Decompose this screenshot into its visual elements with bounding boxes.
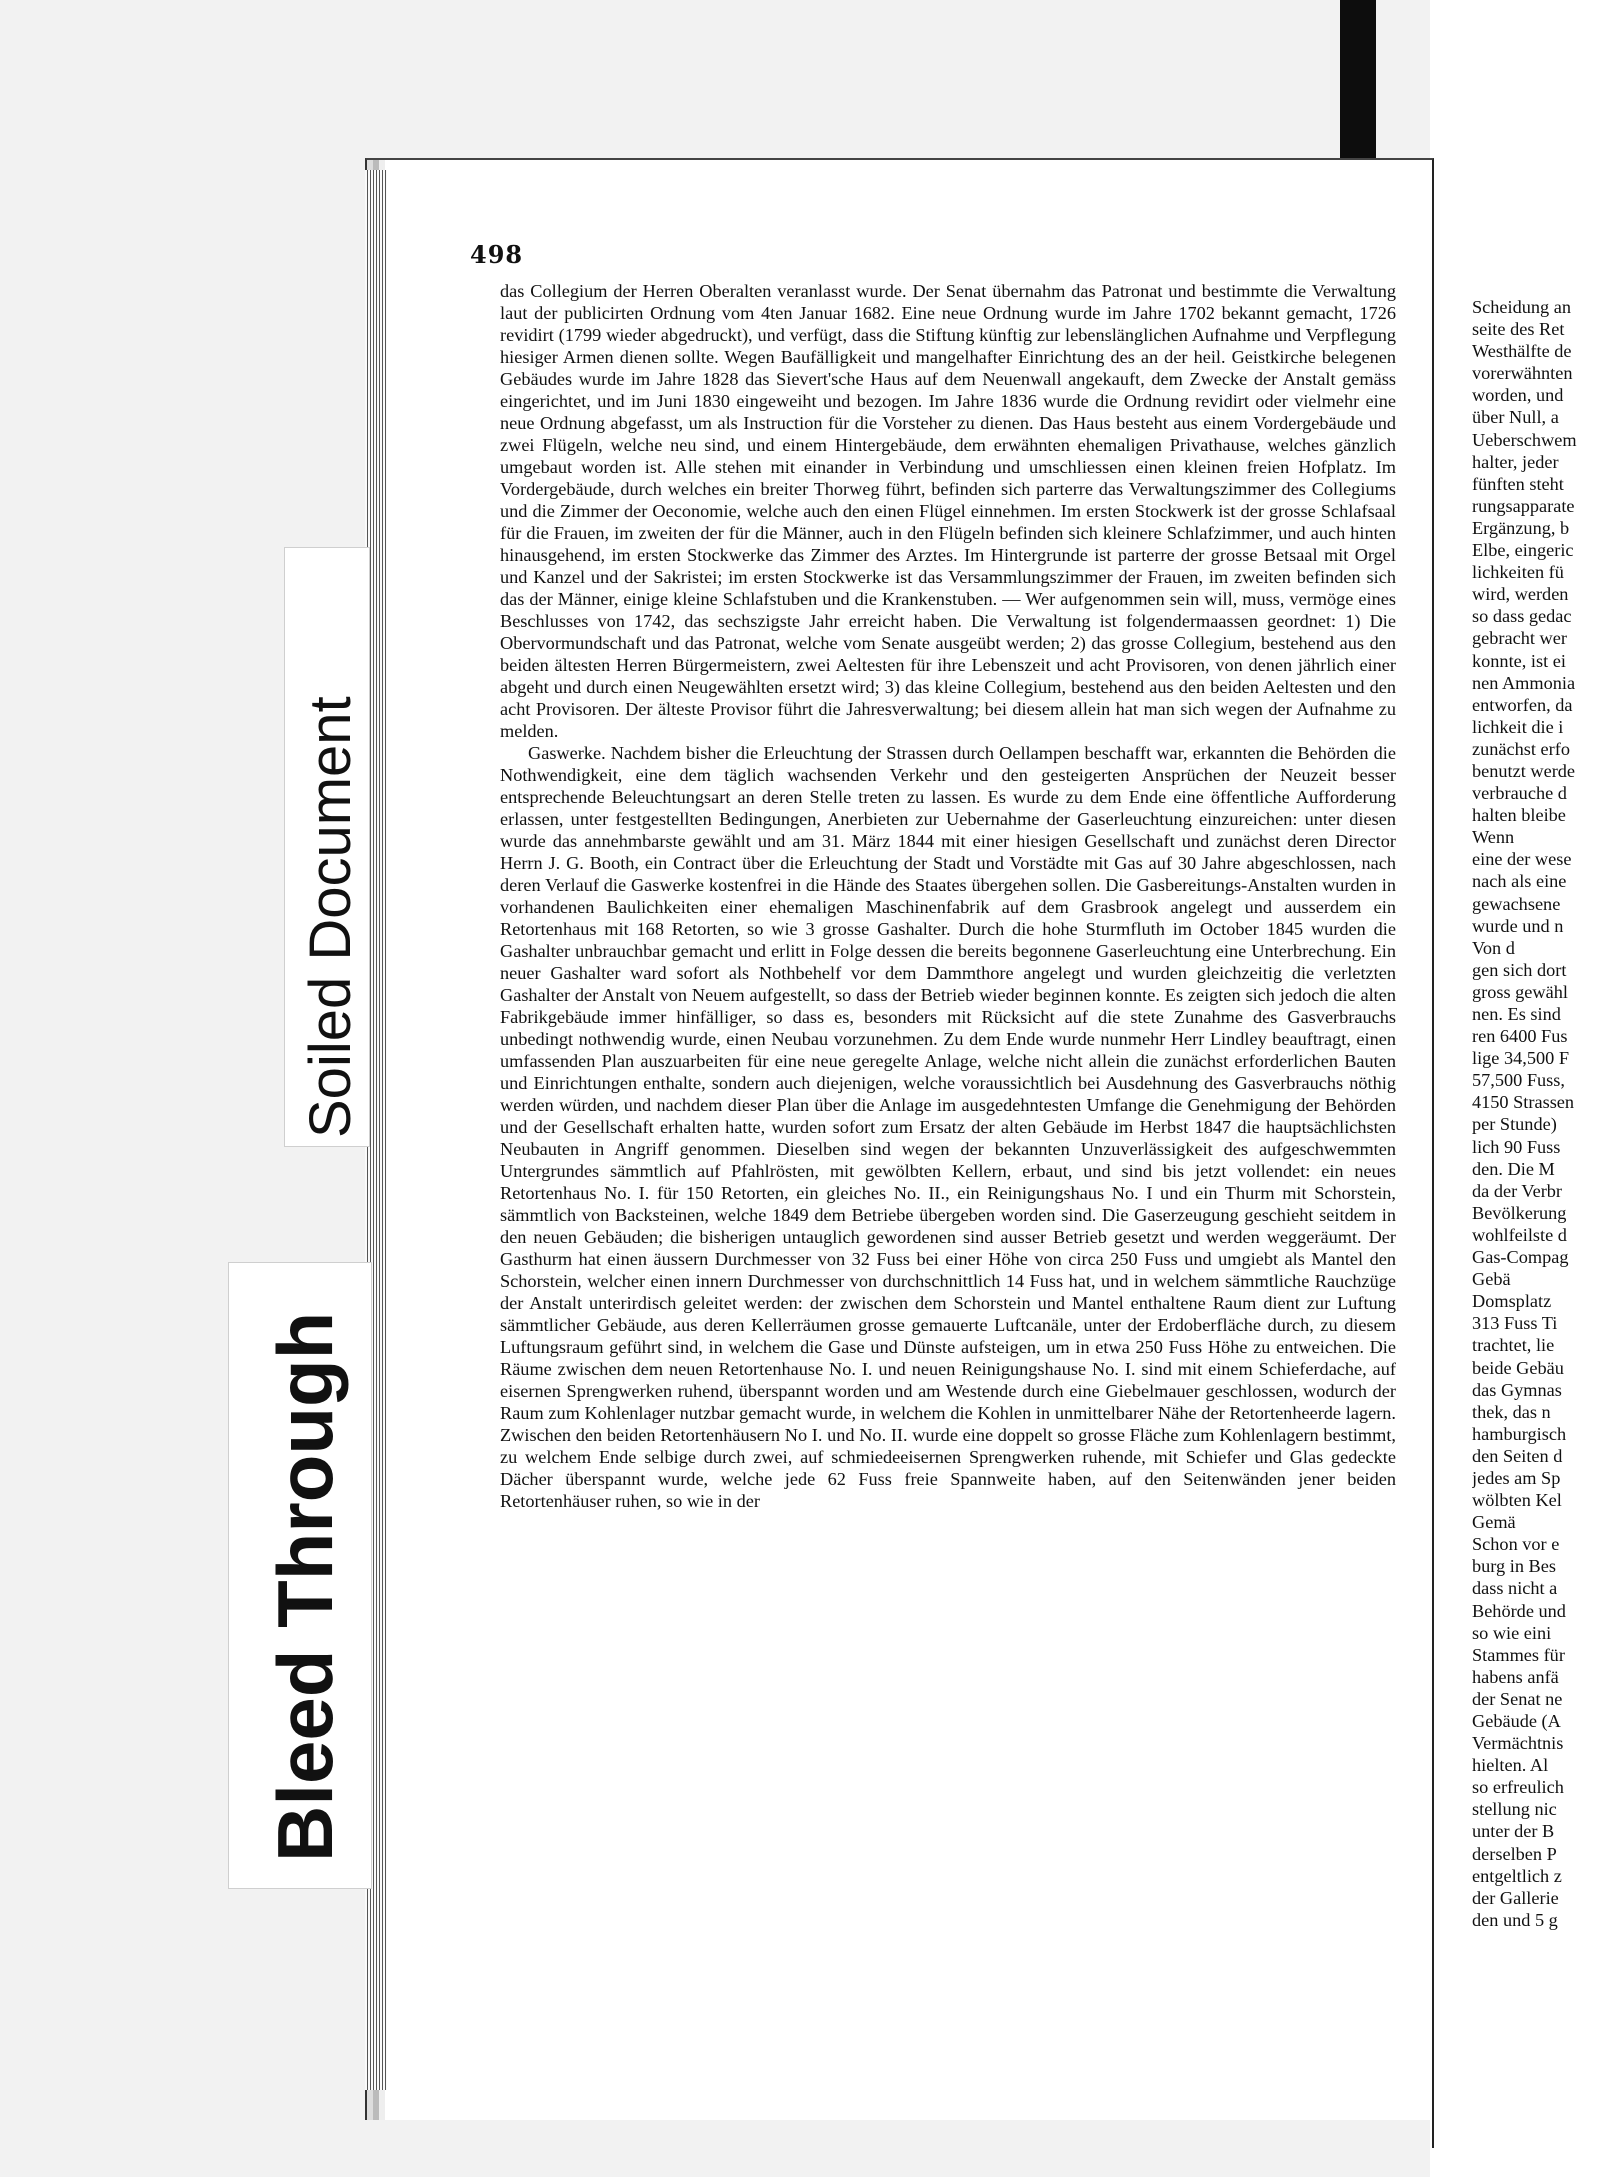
- right-page-line: fünften steht: [1472, 473, 1564, 494]
- right-page-line: gewachsene: [1472, 893, 1561, 914]
- right-page-line: nen Ammonia: [1472, 672, 1576, 693]
- right-page-line: habens anfä: [1472, 1666, 1559, 1687]
- right-page-line: der Gallerie: [1472, 1887, 1559, 1908]
- right-page-line: halter, jeder: [1472, 451, 1559, 472]
- right-page-line: derselben P: [1472, 1843, 1557, 1864]
- right-page-line: burg in Bes: [1472, 1556, 1556, 1577]
- soiled-document-label: Soiled Document: [298, 696, 363, 1138]
- paragraph-gaswerke: Gaswerke. Nachdem bisher die Erleuchtung der Strassen durch Oellampen beschafft war, erkannten die Behörden die Nothwendigkeit, eine dem täglich wachsenden Verkehr und den gesteigerten Ansprüchen der Neuzeit besser entsprechende Beleuchtungsart an deren Stelle treten zu lassen. Es wurde zu dem Ende eine öffentliche Aufforderung erlassen, unter festgestellten Bedingungen, Anerbieten zur Uebernahme der Gaserleuchtung einzureichen: unter diesen wurde das annehmbarste gewählt und am 31. März 1844 mit einer hiesigen Gesellschaft und zunächst deren Director Herrn J. G. Booth, ein Contract über die Erleuchtung der Stadt und Vorstädte mit Gas auf 30 Jahre abgeschlossen, nach deren Verlauf die Gaswerke kostenfrei in die Hände des Staates übergehen sollen. Die Gasbereitungs-Anstalten wurden in vorhandenen Baulichkeiten einer ehemaligen Maschinenfabrik auf dem Grasbrook angelegt und ausserdem ein Retortenhaus mit 168 Retorten, so wie 3 grosse Gashalter. Durch die hohe Sturmfluth im October 1845 wurden die Gashalter unbrauchbar gemacht und erlitt in Folge dessen die bereits begonnene Gaserleuchtung eine Unterbrechung. Ein neuer Gashalter ward sofort als Nothbehelf vor dem Dammthore angelegt und wurden gleichzeitig die verletzten Gashalter der Anstalt von Neuem aufgestellt, so dass der Betrieb wieder beginnen konnte. Es zeigten sich jedoch die alten Fabrikgebäude immer hinfälliger, so dass es, besonders mit Rücksicht auf die stete Zunahme des Gasverbrauchs unbedingt nothwendig wurde, einen Neubau vorzunehmen. Zu dem Ende wurde nunmehr Herr Lindley beauftragt, einen umfassenden Plan auszuarbeiten für eine neue geregelte Anlage, welche nicht allein die zunächst erforderlichen Bauten und Einrichtungen enthalte, sondern auch diejenigen, welche voraussichtlich bei Ausdehnung des Gasverbrauchs nöthig werden würden, und nachdem dieser Plan über die Anlage im ausgedehntesten Umfange die Genehmigung der Behörden und der Gesellschaft erhalten hatte, wurden sofort zum Ersatz der alten Gebäude im Herbst 1847 die hauptsächlichsten Neubauten in Angriff genommen. Dieselben sind wegen der bekannten Unzuverlässigkeit des aufgeschwemmten Untergrundes sämmtlich auf Pfahlrösten, mit gewölbten Kellern, erbaut, und sind bis jetzt vollendet: ein neues Retortenhaus No. I. für 150 Retorten, ein gleiches No. II., ein Reinigungshaus No. I und ein Thurm mit Schorstein, sämmtlich von Backsteinen, welche 1849 dem Betriebe übergeben worden sind. Die Gaserzeugung geschieht seitdem in den neuen Gebäuden; die bisherigen untauglich gewordenen sind ausser Betrieb gesetzt und werden weggeräumt. Der Gasthurm hat einen äussern Durchmesser von 32 Fuss bei einer Höhe von circa 250 Fuss und umgiebt als Mantel den Schorstein, welcher einen innern Durchmesser von durchschnittlich 14 Fuss hat, und in welchem sämmtliche Rauchzüge der Anstalt unterirdisch geleitet werden: der zwischen dem Schorstein und Mantel enthaltene Raum dient zur Luftung sämmtlicher Gebäude, aus deren Kellerräumen grosse gemauerte Luftcanäle, unter der Erdoberfläche durch, zu diesem Luftungsraum geführt sind, in welchem die Gase und Dünste aufsteigen, um in etwa 250 Fuss Höhe zu entweichen. Die Räume zwischen dem neuen Retortenhause No. I. und neuen Reinigungshause No. I. sind mit einem Schieferdache, auf eisernen Sprengwerken ruhend, überspannt worden und am Westende durch eine Giebelmauer geschlossen, wodurch der Raum zum Kohlenlager nutzbar gemacht wurde, in welchem die Kohlen in unmittelbarer Nähe der Retortenheerde lagern. Zwischen den beiden Retortenhäusern No I. und No. II. wurde eine doppelt so grosse Fläche zum Kohlenlagern bestimmt, zu welchem Ende selbige durch zwei, auf schmiedeeisernen Sprengwerken ruhende, mit Schiefer und Glas gedeckte Dächer überspannt wurde, welche jede 62 Fuss freie Spannweite haben, auf den Seitenwänden jener beiden Retortenhäuser ruhen, so wie in der: [500, 743, 1396, 1511]
- right-page-line: worden, und: [1472, 385, 1564, 406]
- right-page-line: lich 90 Fuss: [1472, 1136, 1561, 1157]
- right-page-line: gen sich dort: [1472, 959, 1567, 980]
- right-page-line: Bevölkerung: [1472, 1202, 1567, 1223]
- right-page-line: beide Gebäu: [1472, 1357, 1564, 1378]
- right-page-line: unter der B: [1472, 1821, 1555, 1842]
- right-page-line: hielten. Al: [1472, 1755, 1549, 1776]
- right-page-line: so erfreulich: [1472, 1777, 1564, 1798]
- right-page-line: Westhälfte de: [1472, 341, 1572, 362]
- right-page-line: seite des Ret: [1472, 319, 1565, 340]
- right-page-line: Gas-Compag: [1472, 1247, 1569, 1268]
- right-page-line: Von d: [1472, 937, 1515, 958]
- right-page-line: Gemä: [1472, 1512, 1516, 1533]
- right-page-line: entworfen, da: [1472, 694, 1573, 715]
- right-page-line: gross gewähl: [1472, 981, 1568, 1002]
- right-page-line: über Null, a: [1472, 407, 1559, 428]
- right-page-line: das Gymnas: [1472, 1379, 1562, 1400]
- right-page-line: zunächst erfo: [1472, 738, 1570, 759]
- right-page-line: Ergänzung, b: [1472, 517, 1570, 538]
- right-page-line: so dass gedac: [1472, 606, 1572, 627]
- page-number: 498: [470, 240, 524, 269]
- right-page-line: wurde und n: [1472, 915, 1564, 936]
- right-page-line: entgeltlich z: [1472, 1865, 1562, 1886]
- right-page-line: gebracht wer: [1472, 628, 1567, 649]
- right-page-line: hamburgisch: [1472, 1423, 1567, 1444]
- right-page-line: den und 5 g: [1472, 1909, 1558, 1930]
- right-page-line: der Senat ne: [1472, 1688, 1563, 1709]
- right-page-line: Vermächtnis: [1472, 1733, 1564, 1754]
- right-page-line: den. Die M: [1472, 1158, 1555, 1179]
- right-page-text: [1472, 296, 1600, 1931]
- right-page-line: halten bleibe: [1472, 805, 1566, 826]
- right-page-line: ren 6400 Fus: [1472, 1026, 1568, 1047]
- right-page-line: Elbe, eingeric: [1472, 540, 1574, 561]
- right-page-line: wölbten Kel: [1472, 1490, 1562, 1511]
- right-page-line: jedes am Sp: [1472, 1467, 1561, 1488]
- right-page-line: thek, das n: [1472, 1401, 1551, 1422]
- right-page-line: verbrauche d: [1472, 783, 1567, 804]
- right-page-line: nen. Es sind: [1472, 1004, 1561, 1024]
- right-page-line: den Seiten d: [1472, 1445, 1563, 1466]
- right-page-line: konnte, ist ei: [1472, 650, 1566, 671]
- right-page-line: eine der wese: [1472, 849, 1572, 870]
- right-page-line: Behörde und: [1472, 1600, 1566, 1621]
- bleed-through-label: Bleed Through: [261, 1311, 349, 1862]
- right-page-line: rungsapparate: [1472, 495, 1575, 516]
- right-page-line: trachtet, lie: [1472, 1335, 1555, 1356]
- right-page-line: nach als eine: [1472, 871, 1567, 892]
- right-page-line: Domsplatz: [1472, 1291, 1552, 1312]
- right-page-line: 57,500 Fuss,: [1472, 1070, 1565, 1091]
- right-page-line: so wie eini: [1472, 1622, 1552, 1643]
- right-page-line: Gebä: [1472, 1269, 1511, 1290]
- right-page-line: Gebäude (A: [1472, 1711, 1561, 1731]
- right-page-line: da der Verbr: [1472, 1180, 1563, 1201]
- right-page-line: benutzt werde: [1472, 760, 1576, 781]
- right-page-line: wohlfeilste d: [1472, 1224, 1567, 1245]
- right-page-line: Ueberschwem: [1472, 429, 1577, 450]
- right-page-line: Schon vor e: [1472, 1534, 1560, 1555]
- right-page-line: 313 Fuss Ti: [1472, 1313, 1558, 1334]
- right-page-line: stellung nic: [1472, 1799, 1557, 1820]
- right-page-line: dass nicht a: [1472, 1578, 1558, 1599]
- right-page-line: 4150 Strassen: [1472, 1092, 1575, 1113]
- right-page-line: lichkeit die i: [1472, 716, 1564, 737]
- right-page-line: per Stunde): [1472, 1114, 1557, 1135]
- page-body-text: [500, 280, 1396, 1512]
- paragraph-collegium: das Collegium der Herren Oberalten veranlasst wurde. Der Senat übernahm das Patronat und bestimmte die Verwaltung laut der publicirten Ordnung vom 4ten Januar 1682. Eine neue Ordnung wurde im Jahre 1702 bekannt gemacht, 1726 revidirt (1799 wieder abgedruckt), und verfügt, dass die Stiftung künftig zur lebenslänglichen Aufnahme und Verpflegung hiesiger Armen dienen sollte. Wegen Baufälligkeit und mangelhafter Einrichtung des an der heil. Geistkirche belegenen Gebäudes wurde im Jahre 1828 das Sievert'sche Haus auf dem Neuenwall angekauft, dem Zwecke der Anstalt gemäss eingerichtet, und im Juni 1830 eingeweiht und bezogen. Im Jahre 1836 wurde die Ordnung revidirt oder vielmehr eine neue Ordnung abgefasst, um als Instruction für die Vorsteher zu dienen. Das Haus besteht aus einem Vordergebäude und zwei Flügeln, welche neu sind, und einem Hintergebäude, dem erwähnten ehemaligen Privathause, welches gänzlich umgebaut worden ist. Alle stehen mit einander in Verbindung und umschliessen einen kleinen freien Hofplatz. Im Vordergebäude, durch welches ein breiter Thorweg führt, befinden sich parterre das Verwaltungszimmer des Collegiums und die Zimmer der Oeconomie, welche auch den einen Flügel einnehmen. Im ersten Stockwerk ist der grosse Schlafsaal für die Frauen, im zweiten der für die Männer, auch in den Flügeln befinden sich kleinere Schlafzimmer, und auch hinten hinausgehend, im ersten Stockwerke das Zimmer des Arztes. Im Hintergrunde ist parterre der grosse Betsaal mit Orgel und Kanzel und der Sakristei; im ersten Stockwerke ist das Versammlungszimmer der Frauen, im zweiten befinden sich das der Männer, einige kleine Schlafstuben und die Krankenstuben. — Wer aufgenommen sein will, muss, vermöge eines Beschlusses von 1742, das sechszigste Jahr erreicht haben. Die Verwaltung ist folgendermaassen geordnet: 1) Die Obervormundschaft und das Patronat, welche vom Senate ausgeübt werden; 2) das grosse Collegium, bestehend aus den beiden ältesten Herren Bürgermeistern, zwei Aeltesten für ihre Lebenszeit und acht Provisoren, von denen jährlich einer abgeht und durch einen Neugewählten ersetzt wird; 3) das kleine Collegium, bestehend aus den beiden Aeltesten und den acht Provisoren. Der älteste Provisor führt die Jahresverwaltung; bei diesem allein hat man sich wegen der Aufnahme zu melden.: [500, 281, 1396, 741]
- right-page-line: wird, werden: [1472, 584, 1569, 605]
- right-page-line: vorerwähnten: [1472, 363, 1573, 384]
- right-page-line: lichkeiten fü: [1472, 562, 1564, 583]
- right-page-line: lige 34,500 F: [1472, 1048, 1569, 1069]
- right-page-line: Scheidung an: [1472, 297, 1572, 317]
- right-page-line: Stammes für: [1472, 1644, 1565, 1665]
- right-page-line: Wenn: [1472, 827, 1515, 848]
